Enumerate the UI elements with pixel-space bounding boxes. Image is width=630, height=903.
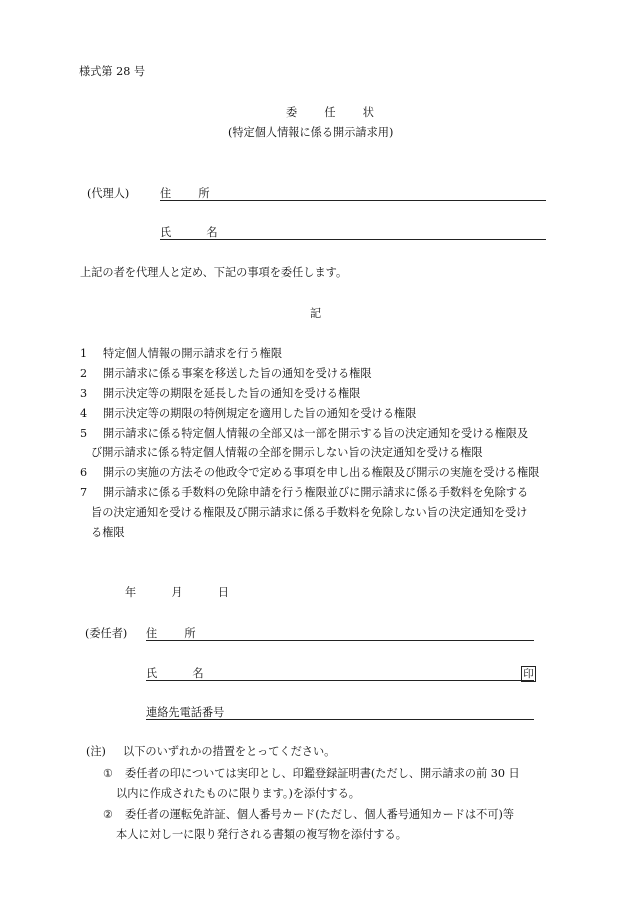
item-7-no: 7 xyxy=(80,486,88,499)
principal-name-label: 氏 名 xyxy=(146,667,216,680)
item-5-text-1: 開示請求に係る特定個人情報の全部又は一部を開示する旨の決定通知を受ける権限及 xyxy=(103,427,529,440)
document-subtitle: (特定個人情報に係る開示請求用) xyxy=(228,126,394,139)
item-7-text-1: 開示請求に係る手数料の免除申請を行う権限並びに開示請求に係る手数料を免除する xyxy=(103,486,529,499)
principal-label: (委任者) xyxy=(85,627,128,640)
note-1-text-2: 以内に作成されたものに限ります。)を添付する。 xyxy=(116,787,360,800)
principal-address-line[interactable] xyxy=(146,640,534,641)
note-label: (注) xyxy=(86,745,106,758)
note-2-text-1: 委任者の運転免許証、個人番号カード(ただし、個人番号通知カードは不可)等 xyxy=(125,808,515,821)
note-1-text-1: 委任者の印については実印とし、印鑑登録証明書(ただし、開示請求の前 30 日 xyxy=(125,767,520,780)
item-6-no: 6 xyxy=(80,466,88,479)
seal-box: 印 xyxy=(521,666,536,682)
agent-label: (代理人) xyxy=(87,187,130,200)
item-4-no: 4 xyxy=(80,407,88,420)
agent-name-line[interactable] xyxy=(160,239,546,240)
principal-phone-label: 連絡先電話番号 xyxy=(146,706,225,719)
item-5-text-2: び開示請求に係る特定個人情報の全部を開示しない旨の決定通知を受ける権限 xyxy=(91,446,483,459)
item-3-no: 3 xyxy=(80,387,88,400)
item-5-no: 5 xyxy=(80,427,88,440)
principal-name-line[interactable] xyxy=(146,680,534,681)
principal-phone-line[interactable] xyxy=(146,719,534,720)
item-2-text: 開示請求に係る事案を移送した旨の通知を受ける権限 xyxy=(103,367,372,380)
item-4-text: 開示決定等の期限の特例規定を適用した旨の通知を受ける権限 xyxy=(103,407,417,420)
item-2-no: 2 xyxy=(80,367,88,380)
note-2-text-2: 本人に対し一に限り発行される書類の複写物を添付する。 xyxy=(116,828,407,841)
note-2-mark: ② xyxy=(103,808,114,821)
document-title: 委 任 状 xyxy=(286,106,382,119)
item-7-text-2: 旨の決定通知を受ける権限及び開示請求に係る手数料を免除しない旨の決定通知を受け xyxy=(91,506,528,519)
item-1-text: 特定個人情報の開示請求を行う権限 xyxy=(103,347,283,360)
date-label: 年 月 日 xyxy=(125,586,241,599)
form-number: 様式第 28 号 xyxy=(79,65,146,78)
item-3-text: 開示決定等の期限を延長した旨の通知を受ける権限 xyxy=(103,387,361,400)
agent-address-line[interactable] xyxy=(160,200,546,201)
item-7-text-3: る権限 xyxy=(91,526,125,539)
note-1-mark: ① xyxy=(103,767,114,780)
item-1-no: 1 xyxy=(80,347,88,360)
agent-address-label: 住 所 xyxy=(160,187,218,200)
principal-address-label: 住 所 xyxy=(146,627,204,640)
ki-heading: 記 xyxy=(310,307,322,320)
agent-name-label: 氏 名 xyxy=(160,226,230,239)
intro-text: 上記の者を代理人と定め、下記の事項を委任します。 xyxy=(80,266,348,279)
note-intro: 以下のいずれかの措置をとってください。 xyxy=(123,745,336,758)
item-6-text: 開示の実施の方法その他政令で定める事項を申し出る権限及び開示の実施を受ける権限 xyxy=(103,466,540,479)
